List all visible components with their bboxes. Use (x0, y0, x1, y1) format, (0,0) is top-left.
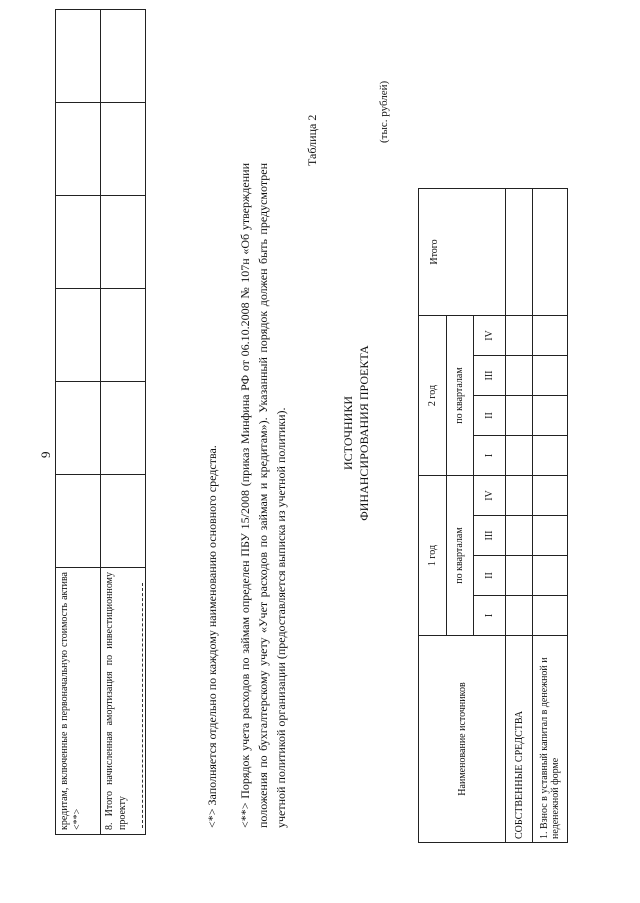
header-total: Итого (419, 189, 506, 316)
header-year1: 1 год (419, 476, 447, 636)
table-cell-label: 8. Итого начисленная амортизация по инвестиционному проекту (101, 568, 146, 835)
quarter-label: III (474, 356, 506, 396)
header-year2: 2 год (419, 316, 447, 476)
footnote-2: <**> Порядок учета расходов по займам определен ПБУ 15/2008 (приказ Минфина РФ от 06.10.2008 № 107н «Об утверждении положения по бухгалтерскому учету «Учет расходов по займам и кредитам»). Указанный порядок должен быть предусмотрен учетной политикой организации (предоставляется выписка из учетной политики). (238, 163, 288, 828)
header-row (419, 189, 447, 843)
footnote-1: <*> Заполняется отдельно по каждому наименованию основного средства. (205, 445, 219, 828)
title-line-1: ИСТОЧНИКИ (341, 396, 355, 471)
table-row (533, 189, 568, 843)
footnote-separator (142, 583, 143, 828)
unit-label: (тыс. рублей) (378, 80, 390, 143)
page-number: 9 (38, 451, 53, 458)
title-line-2: ФИНАНСИРОВАНИЯ ПРОЕКТА (357, 345, 371, 521)
quarter-label: II (474, 396, 506, 436)
table-row (56, 10, 101, 835)
header-quarters-1: по кварталам (446, 476, 474, 636)
table-label: Таблица 2 (305, 114, 319, 166)
quarter-label: II (474, 556, 506, 596)
header-quarters-2: по кварталам (446, 316, 474, 476)
quarter-label: I (474, 436, 506, 476)
page-title (340, 253, 372, 613)
quarter-label: IV (474, 476, 506, 516)
quarter-label: III (474, 516, 506, 556)
row-label: 1. Взнос в уставный капитал в денежной и неденежной форме (533, 636, 568, 843)
table-row (506, 189, 533, 843)
quarter-label: IV (474, 316, 506, 356)
quarter-label: I (474, 596, 506, 636)
section-label: СОБСТВЕННЫЕ СРЕДСТВА (506, 636, 533, 843)
header-name: Наименование источников (419, 636, 506, 843)
table-row (101, 10, 146, 835)
top-table (55, 9, 146, 835)
financing-table (418, 188, 568, 843)
table-cell-label: кредитам, включенные в первоначальную стоимость актива <**> (56, 568, 101, 835)
